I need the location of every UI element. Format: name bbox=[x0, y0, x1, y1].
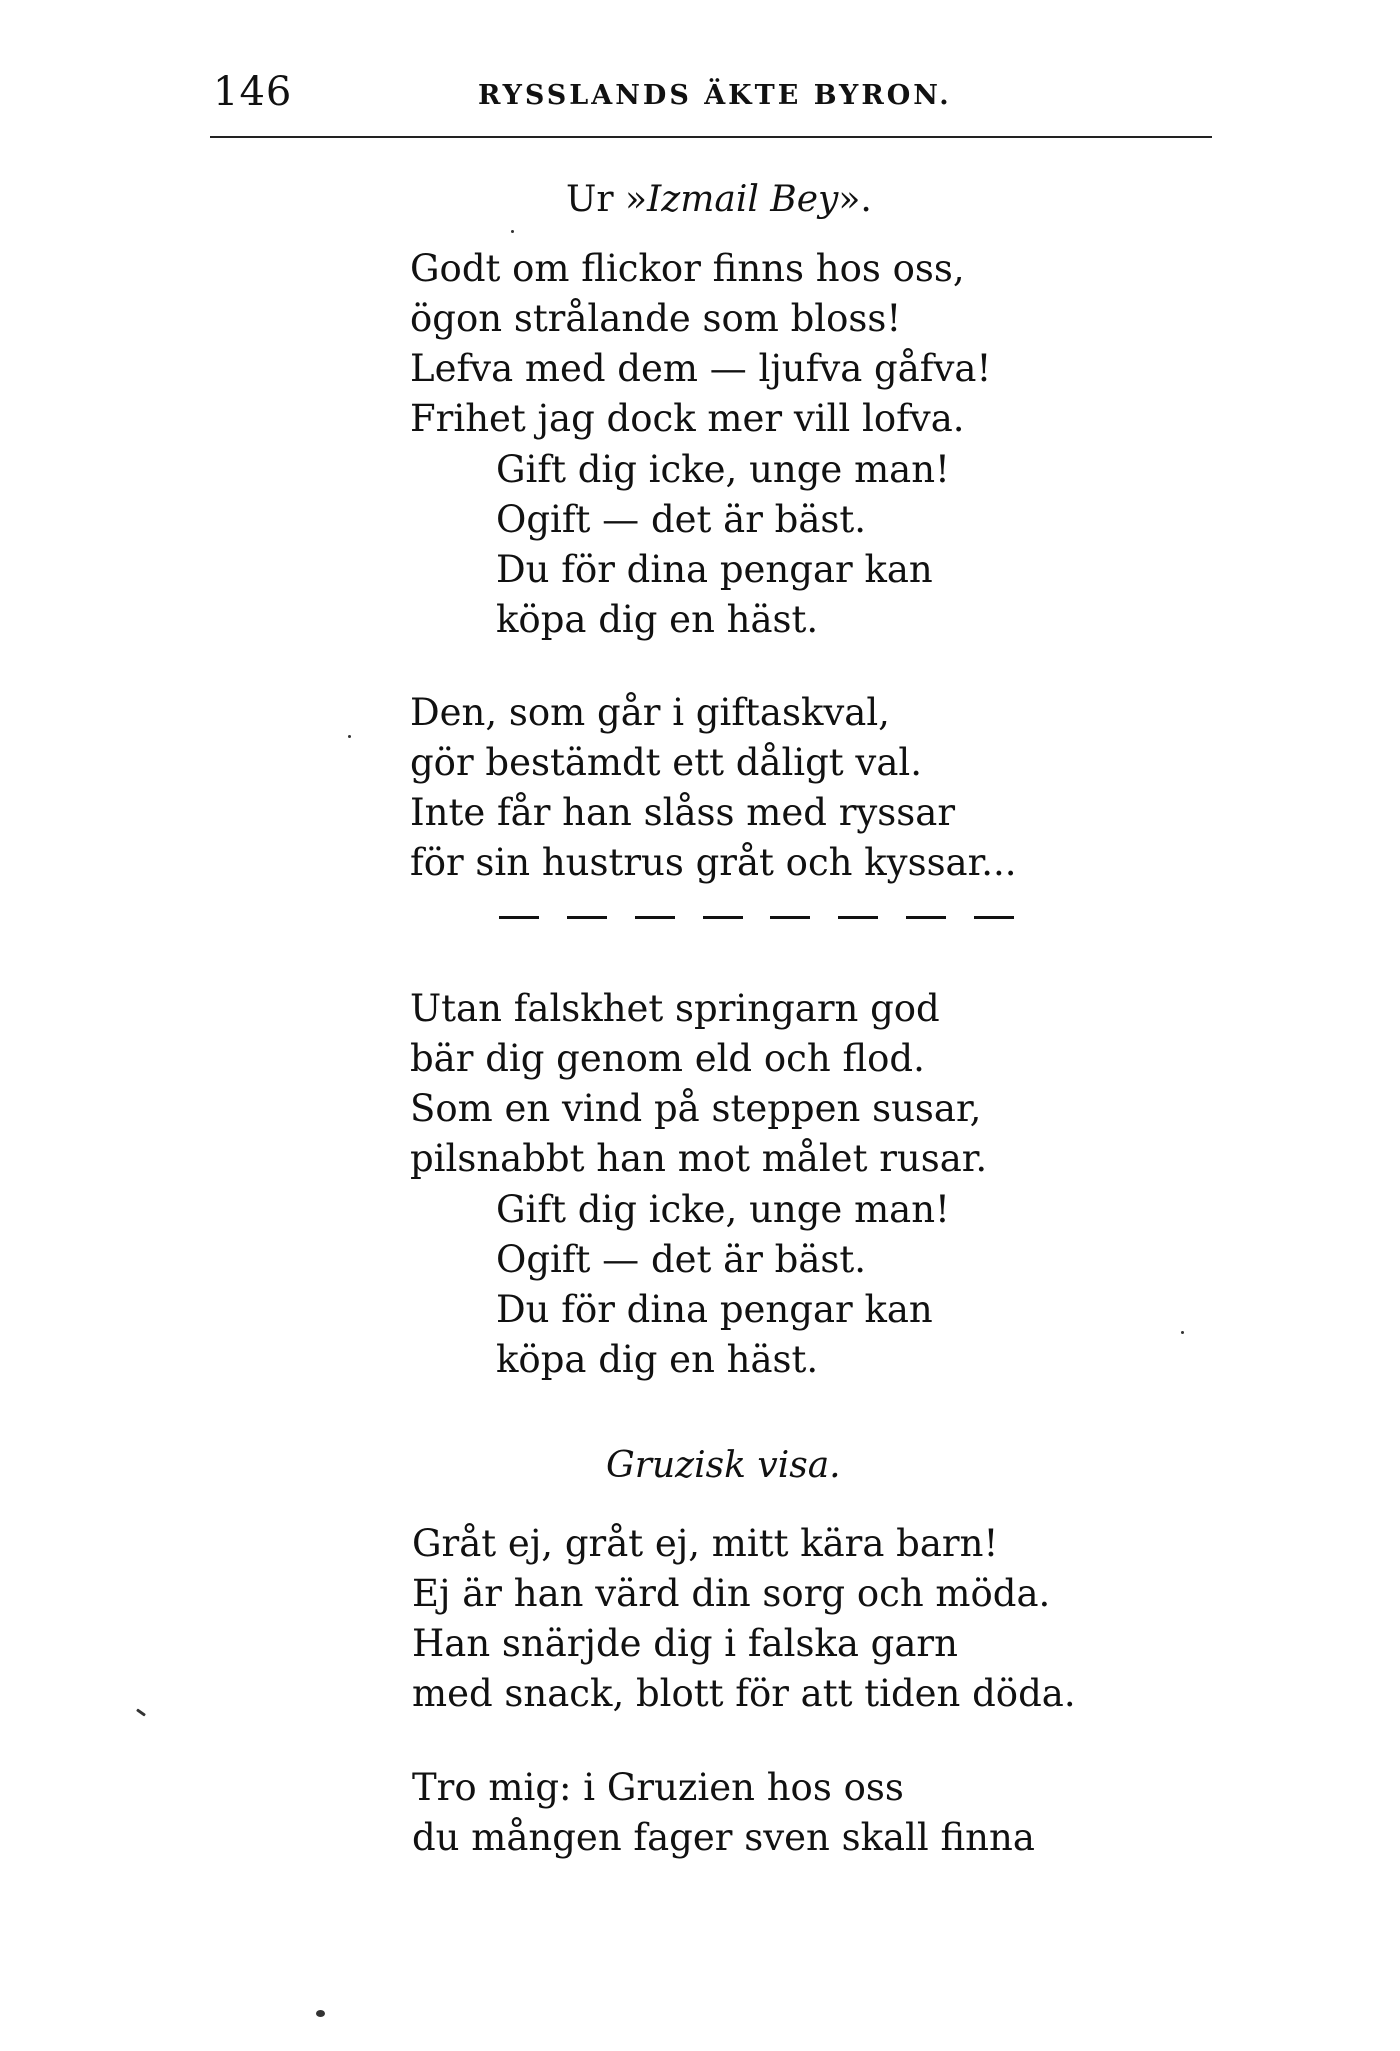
verse-line: ögon strålande som bloss! bbox=[410, 297, 902, 340]
scan-speck bbox=[348, 735, 351, 738]
page-header bbox=[0, 0, 1400, 140]
section-title-izmail-bey bbox=[566, 178, 872, 222]
verse-line: för sin hustrus gråt och kyssar... bbox=[410, 841, 1017, 884]
verse-line: Frihet jag dock mer vill lofva. bbox=[410, 397, 965, 440]
verse-line: Ogift — det är bäst. bbox=[496, 498, 867, 541]
title-prefix: Ur » bbox=[566, 179, 648, 220]
scan-speck bbox=[1181, 1331, 1184, 1334]
verse-line: köpa dig en häst. bbox=[496, 598, 819, 641]
header-rule bbox=[210, 136, 1212, 138]
verse-line: gör bestämdt ett dåligt val. bbox=[410, 741, 922, 784]
verse-line: Ogift — det är bäst. bbox=[496, 1238, 867, 1281]
section-title-gruzisk-visa bbox=[606, 1444, 841, 1488]
verse-line: Inte får han slåss med ryssar bbox=[410, 791, 956, 834]
title-italic: Izmail Bey bbox=[647, 179, 839, 220]
verse-line: Godt om flickor finns hos oss, bbox=[410, 247, 965, 290]
verse-line: Gift dig icke, unge man! bbox=[496, 448, 950, 491]
verse-line: Som en vind på steppen susar, bbox=[410, 1087, 982, 1130]
verse-line: Du för dina pengar kan bbox=[496, 548, 933, 591]
title-suffix: ». bbox=[838, 179, 872, 220]
verse-line: Utan falskhet springarn god bbox=[410, 987, 940, 1030]
verse-line: Du för dina pengar kan bbox=[496, 1288, 933, 1331]
omission-dashes bbox=[499, 916, 1014, 920]
scan-speck bbox=[511, 230, 514, 233]
scan-speck bbox=[316, 2010, 325, 2017]
verse-line: Gift dig icke, unge man! bbox=[496, 1188, 950, 1231]
running-head: RYSSLANDS ÄKTE BYRON. bbox=[478, 80, 952, 111]
verse-line: Den, som går i giftaskval, bbox=[410, 691, 890, 734]
verse-line: du mången fager sven skall finna bbox=[412, 1816, 1035, 1859]
page-number: 146 bbox=[213, 69, 293, 115]
verse-line: bär dig genom eld och flod. bbox=[410, 1037, 925, 1080]
verse-line: Gråt ej, gråt ej, mitt kära barn! bbox=[412, 1522, 999, 1565]
title-italic: Gruzisk visa. bbox=[606, 1445, 841, 1486]
verse-line: Han snärjde dig i falska garn bbox=[412, 1622, 958, 1665]
scan-speck bbox=[136, 1708, 146, 1716]
verse-line: Tro mig: i Gruzien hos oss bbox=[412, 1766, 904, 1809]
verse-line: köpa dig en häst. bbox=[496, 1338, 819, 1381]
verse-line: Ej är han värd din sorg och möda. bbox=[412, 1572, 1051, 1615]
verse-line: pilsnabbt han mot målet rusar. bbox=[410, 1137, 988, 1180]
verse-line: Lefva med dem — ljufva gåfva! bbox=[410, 347, 992, 390]
verse-line: med snack, blott för att tiden döda. bbox=[412, 1672, 1076, 1715]
